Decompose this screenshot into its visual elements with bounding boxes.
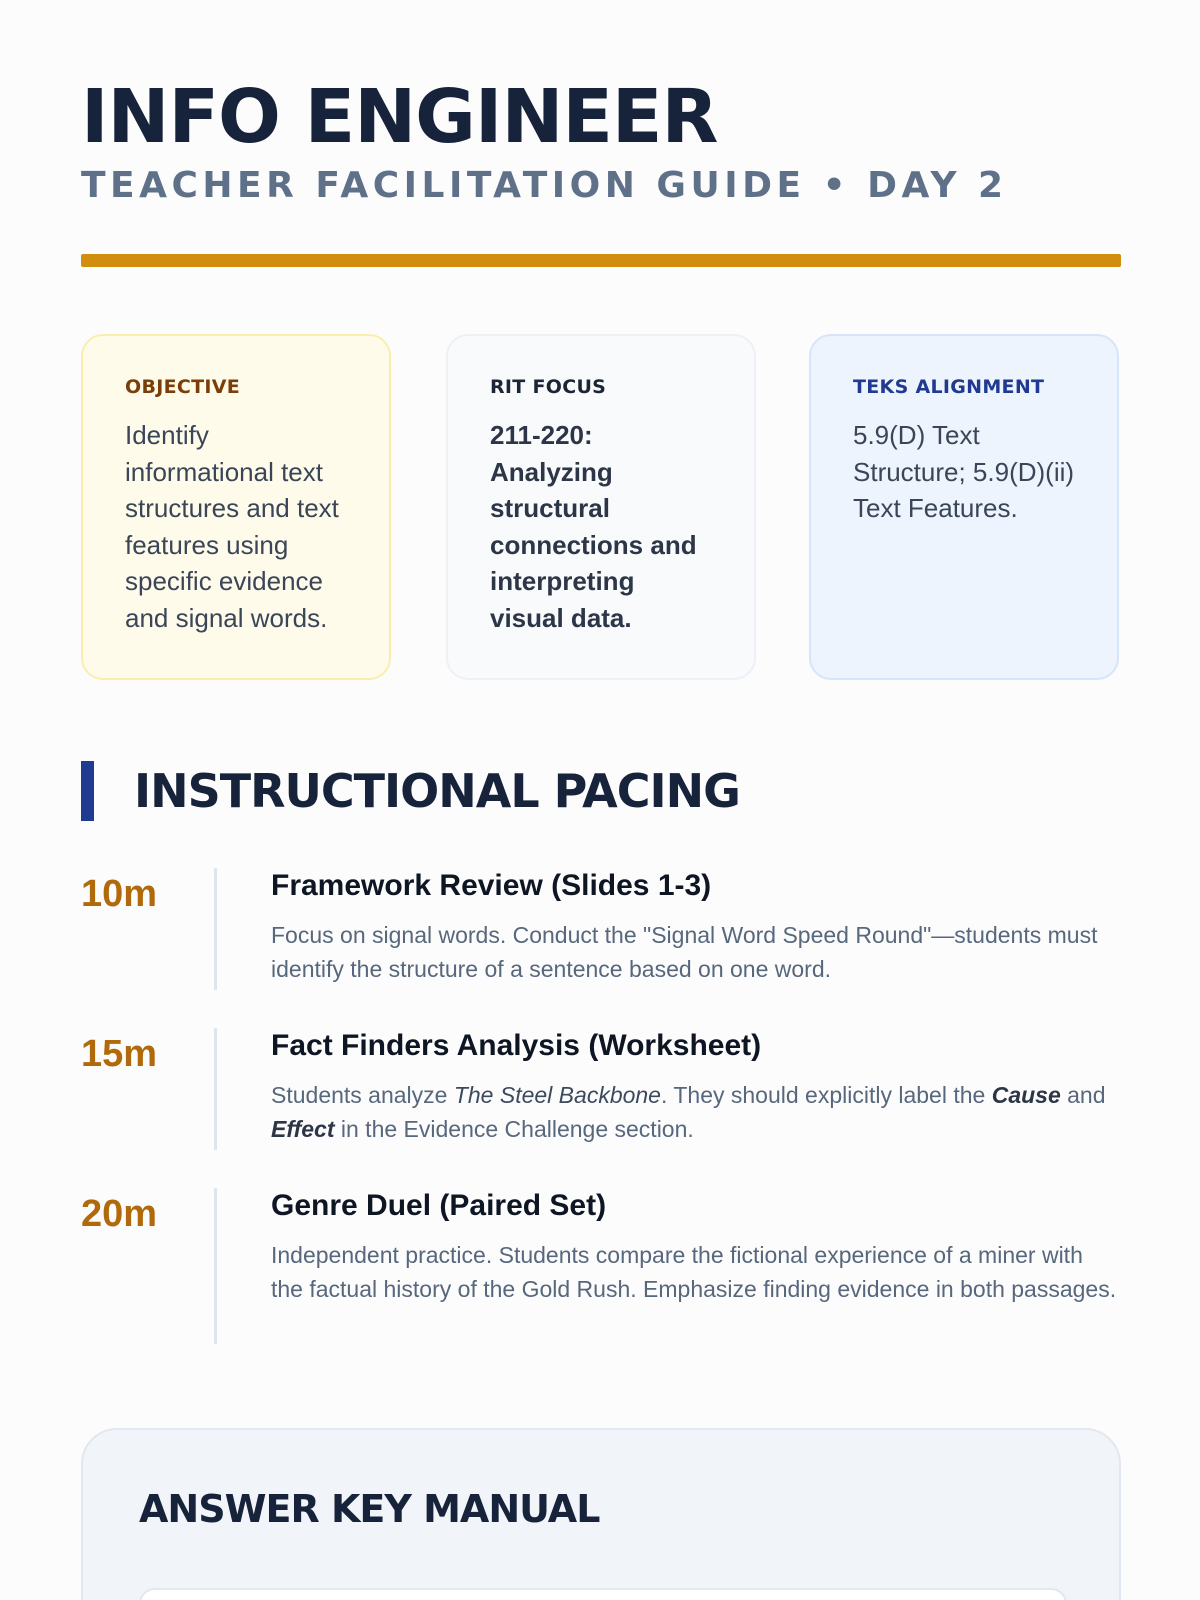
pacing-timeline-line [214,1028,217,1150]
page-subtitle: TEACHER FACILITATION GUIDE • DAY 2 [81,165,1008,206]
teks-alignment-text: 5.9(D) Text Structure; 5.9(D)(ii) Text Features. [853,420,1075,523]
objective-text: Identify informational text structures and text features using specific evidence and signal words. [125,420,339,633]
objective-label: OBJECTIVE [125,376,241,398]
pacing-item-description: Students analyze The Steel Backbone. They should explicitly label the Cause and Effect in the Evidence Challenge section. [271,1082,1106,1142]
pacing-timeline-line [214,868,217,990]
page-title: INFO ENGINEER [81,74,718,160]
rit-focus-text: 211-220: Analyzing structural connections and interpreting visual data. [490,420,697,633]
pacing-time: 10m [81,873,158,915]
rit-focus-card [446,334,756,680]
effect-term: Effect [271,1116,335,1142]
pacing-time: 20m [81,1193,158,1235]
cause-term: Cause [991,1082,1061,1108]
pacing-section-title: INSTRUCTIONAL PACING [134,764,740,818]
pacing-timeline-line [214,1188,217,1344]
answer-key-title: ANSWER KEY MANUAL [139,1487,600,1531]
objective-card [81,334,391,680]
book-title: The Steel Backbone [453,1082,661,1108]
answer-key-content-box [139,1588,1067,1600]
pacing-time: 15m [81,1033,158,1075]
teks-alignment-card [809,334,1119,680]
header-divider [81,254,1121,267]
answer-key-panel [81,1428,1121,1600]
rit-focus-label: RIT FOCUS [490,376,607,398]
pacing-item-title: Genre Duel (Paired Set) [271,1189,607,1222]
pacing-item-title: Fact Finders Analysis (Worksheet) [271,1029,762,1062]
section-accent-bar [81,761,94,821]
pacing-item-description: Independent practice. Students compare the fictional experience of a miner with the factual history of the Gold Rush. Emphasize finding evidence in both passages. [271,1242,1117,1302]
teks-alignment-label: TEKS ALIGNMENT [853,376,1045,398]
pacing-item-description: Focus on signal words. Conduct the "Signal Word Speed Round"—students must identify the structure of a sentence based on one word. [271,922,1098,982]
info-cards [81,334,1121,680]
pacing-item-title: Framework Review (Slides 1-3) [271,869,712,902]
